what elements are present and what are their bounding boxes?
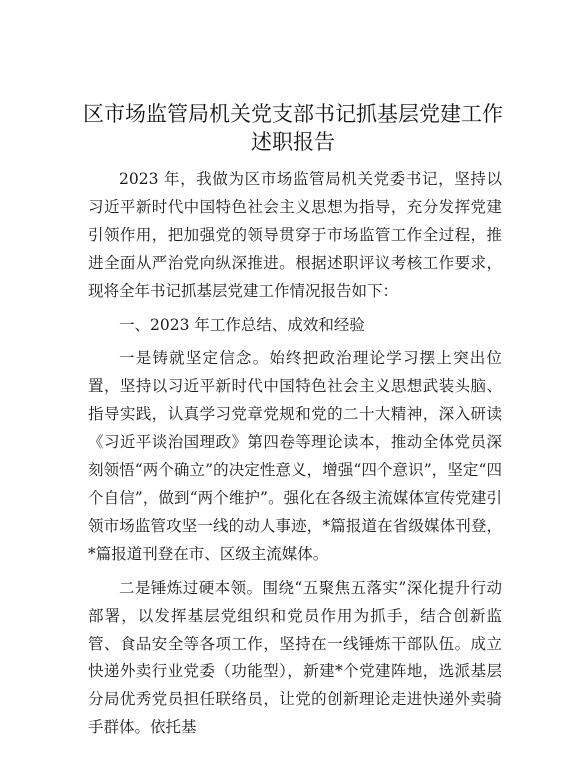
document-title-line-1: 区市场监管局机关党支部书记抓基层党建工作: [83, 102, 503, 126]
item-lead-2: 二是锤炼过硬本领。: [119, 578, 263, 597]
item-paragraph-1: [88, 345, 502, 568]
intro-paragraph: [88, 166, 502, 306]
document-body: [88, 166, 502, 742]
item-text-1: 始终把政治理论学习摆上突出位置，坚持以习近平新时代中国特色社会主义思想武装头脑、指导实践，认真学习党章党规和党的二十大精神，深入研读《习近平谈治国理政》第四卷等理论读本，推动全体党员深刻领悟“两个确立”的决定性意义，增强“四个意识”，坚定“四个自信”，做到“两个维护”。强化在各级主流媒体宣传党建引领市场监管攻坚一线的动人事迹，*篇报道在省级媒体刊登，*篇报道刊登在市、区级主流媒体。: [88, 349, 502, 563]
section-heading: 一、2023 年工作总结、成效和经验: [119, 315, 365, 334]
item-text-2: 围绕“五聚焦五落实”深化提升行动部署，以发挥基层党组织和党员作用为抓手，结合创新监管、食品安全等各项工作，坚持在一线锤炼干部队伍。成立快递外卖行业党委（功能型），新建*个党建阵地，选派基层分局优秀党员担任联络员，让党的创新理论走进快递外卖骑手群体。依托基: [88, 578, 502, 737]
item-paragraph-2: [88, 575, 502, 742]
item-lead-1: 一是铸就坚定信念。: [119, 349, 270, 368]
intro-text: 2023 年，我做为区市场监管局机关党委书记，坚持以习近平新时代中国特色社会主义思想为指导，充分发挥党建引领作用，把加强党的领导贯穿于市场监管工作全过程，推进全面从严治党向纵深推进。根据述职评议考核工作要求，现将全年书记抓基层党建工作情况报告如下：: [88, 170, 502, 300]
document-title-line-2: 述职报告: [251, 130, 335, 154]
